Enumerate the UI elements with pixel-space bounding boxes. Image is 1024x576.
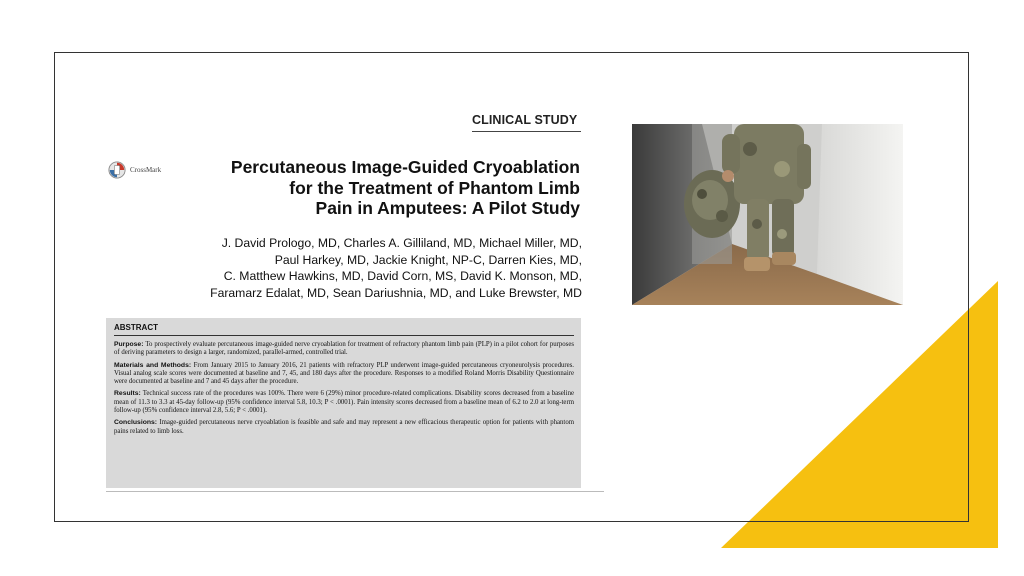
abstract-results: [114, 390, 574, 415]
crossmark-label: CrossMark: [130, 166, 162, 174]
methods-text: From January 2015 to January 2016, 21 patients with refractory PLP underwent image-guided percutaneous cryoneurolysis procedures. Visual analog scale scores were documented at baseline and 7, 45, and 180 days after the procedure. Responses to a modified Roland Morris Disability Questionnaire were documented at baseline and 7 and 45 days after the procedure.: [114, 361, 574, 386]
section-label: CLINICAL STUDY: [472, 113, 578, 127]
results-label: Results:: [114, 390, 141, 398]
title-line: Percutaneous Image-Guided Cryoablation: [230, 157, 580, 177]
crossmark-icon: [108, 161, 126, 179]
page-rule: [106, 491, 604, 492]
results-text: Technical success rate of the procedures was 100%. There were 6 (29%) minor procedure-related complications. Disability scores decreased from a baseline mean of 11.3 to 3.3 at 45-day follow-up (95% confidence interval 5.8, 10.3; P < .0001). Pain intensity scores decreased from a baseline mean of 6.2 to 2.0 at long-term follow-up (95% confidence interval 2.8, 5.6; P < .0001).: [114, 390, 574, 415]
abstract-purpose: [114, 341, 574, 358]
conclusions-label: Conclusions:: [114, 419, 158, 427]
title-line: for the Treatment of Phantom Limb: [289, 177, 580, 198]
author-line: Faramarz Edalat, MD, Sean Dariushnia, MD, and Luke Brewster, MD: [210, 285, 582, 300]
methods-label: Materials and Methods:: [114, 361, 192, 369]
abstract-rule: [114, 335, 574, 336]
author-list: [110, 235, 582, 301]
abstract-conclusions: [114, 419, 574, 436]
abstract-methods: [114, 362, 574, 387]
soldier-walking-photo: [632, 124, 903, 305]
abstract-body: [114, 341, 574, 440]
conclusions-text: Image-guided percutaneous nerve cryoablation is feasible and safe and may represent a new efficacious therapeutic option for patients with phantom pains related to limb loss.: [114, 419, 574, 435]
author-line: J. David Prologo, MD, Charles A. Gilliland, MD, Michael Miller, MD,: [221, 236, 582, 250]
paper-title: [180, 157, 580, 219]
abstract-heading: ABSTRACT: [114, 323, 158, 332]
abstract-box: [106, 318, 581, 488]
author-line: Paul Harkey, MD, Jackie Knight, NP-C, Darren Kies, MD,: [274, 252, 582, 267]
purpose-label: Purpose:: [114, 341, 144, 348]
title-line: Pain in Amputees: A Pilot Study: [315, 198, 580, 218]
purpose-text: To prospectively evaluate percutaneous image-guided nerve cryoablation for treatment of refractory phantom limb pain (PLP) in a pilot cohort for purposes of deriving parameters to design a larger, randomized, parallel-armed, controlled trial.: [114, 341, 574, 357]
section-rule: [472, 131, 581, 132]
author-line: C. Matthew Hawkins, MD, David Corn, MS, David K. Monson, MD,: [223, 269, 582, 284]
crossmark-badge[interactable]: [108, 161, 161, 179]
